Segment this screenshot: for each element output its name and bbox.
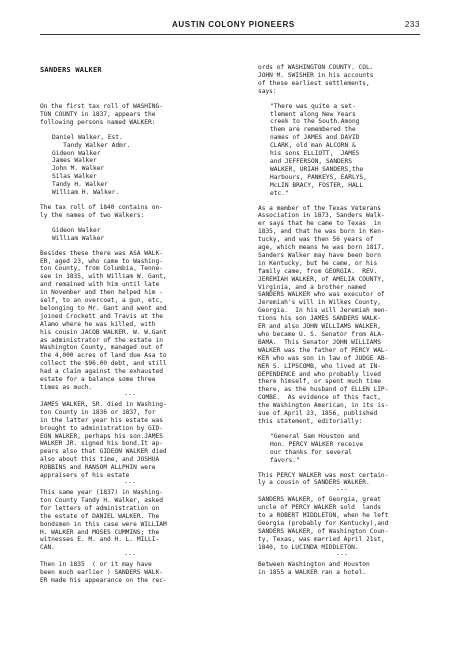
- text-line: ton County in 1836 or 1837, for: [40, 408, 156, 416]
- text-line: "There was quite a set-: [270, 102, 356, 110]
- text-line: creek to the South.Among: [270, 118, 360, 126]
- header-rule: [40, 34, 420, 35]
- text-line: On the first tax roll of WASHING-: [40, 103, 163, 110]
- text-line: Besides these there was ASA WALK-: [40, 249, 163, 257]
- text-line: belonging to Mr. Gant and went and: [40, 304, 167, 312]
- text-line: collect the $96.00 debt, and still: [40, 360, 167, 368]
- text-line: CLARK, old man ALCORN &: [270, 142, 356, 150]
- text-line: joined Crockett and Travis at the: [40, 312, 163, 320]
- text-line: Washington County, managed out of: [40, 344, 163, 352]
- text-line: Harbours, PANKEYS, EARLYS,: [270, 173, 367, 181]
- text-line: as administrator of the estate in: [40, 336, 163, 344]
- right-column: [258, 64, 426, 576]
- text-line: following persons named WALKER:: [40, 118, 156, 126]
- text-line: DEPENDENCE and who probably lived: [258, 370, 381, 378]
- text-line: appraisers of his estate: [40, 472, 130, 480]
- text-line: NER S. LIPSCOMB, who lived at IN-: [258, 362, 381, 370]
- text-line: Then in 1835 ( or it may have: [40, 561, 152, 569]
- text-line: Between Washington and Houston: [258, 560, 370, 568]
- text-line: Georgia (probably for Kentucky),and: [258, 520, 389, 528]
- paragraph-gap: [40, 92, 220, 103]
- text-line: uncle of PERCY WALKER sold lands: [258, 504, 381, 512]
- text-line: JEREMIAH WALKER, of AMELIA COUNTY,: [258, 275, 385, 283]
- text-line: to a ROBERT MIDDLETON, when he left: [258, 512, 389, 520]
- text-line: McLIN BRACY, FOSTER, HALL: [270, 181, 364, 189]
- text-line: ER, aged 23, who came to Washing-: [40, 257, 163, 265]
- text-line: Association in 1873, Sanders Walk-: [258, 212, 385, 220]
- text-line: Gideon Walker: [52, 149, 101, 157]
- paragraph-gap: [40, 127, 220, 134]
- text-line: 1835, and that he was born in Ken-: [258, 228, 385, 236]
- text-line: also about this time, and JOSHUA: [40, 456, 160, 464]
- paragraph-gap: [258, 465, 426, 472]
- section-separator: ---: [336, 486, 348, 494]
- text-line: there himself, or spent much time: [258, 378, 381, 386]
- paragraph-gap: [258, 198, 426, 205]
- text-line: family came, from GEORGIA. REV.: [258, 267, 378, 275]
- text-line: JOHN M. SWISHER in his accounts: [258, 71, 374, 79]
- text-line: the estate of DANIEL WALKER. The: [40, 512, 160, 520]
- text-line: pears also that GIDEON WALKER died: [40, 448, 167, 456]
- text-line: SANDERS WALKER, of Washington Coun-: [258, 527, 389, 535]
- text-line: ty, Texas, was married April 21st,: [258, 535, 385, 543]
- text-line: William Walker: [52, 234, 105, 242]
- text-line: William H. Walker.: [52, 189, 120, 197]
- text-line: EON WALKER, perhaps his son.JAMES: [40, 432, 163, 440]
- text-line: Sanders Walker may have been born: [258, 251, 381, 259]
- text-line: his cousin JACOB WALKER. W. W.Gant: [40, 328, 167, 336]
- section-separator: ---: [124, 551, 136, 559]
- text-line: ER made his appearance on the rec-: [40, 577, 167, 585]
- text-line: JAMES WALKER, SR. died in Washing-: [40, 400, 167, 408]
- paragraph-gap: [258, 426, 426, 433]
- text-line: the Washington American, in its is-: [258, 402, 389, 410]
- text-line: bondsmen in this case were WILLIAM: [40, 520, 167, 528]
- text-line: WALKER JR. signed his bond.It ap-: [40, 440, 163, 448]
- text-line: H. WALKER and MOSES CUMMINS; the: [40, 528, 160, 536]
- text-line: age, which means he was born 1817.: [258, 244, 385, 252]
- text-line: COMBE. As evidence of this fact,: [258, 394, 381, 402]
- text-line: this statement, editorially:: [258, 417, 363, 425]
- text-line: his sons ELLIOTT, JAMES: [270, 150, 360, 158]
- text-line: The tax roll of 1840 contains on-: [40, 203, 163, 211]
- section-separator: ---: [336, 550, 348, 558]
- text-line: says:: [258, 87, 277, 95]
- text-line: James Walker: [52, 157, 97, 165]
- text-line: witnesses E. M. and H. L. MILLI-: [40, 536, 160, 544]
- text-line: WALKER, URIAH SANDERS,the: [270, 165, 364, 173]
- paragraph-gap: [258, 96, 426, 103]
- text-line: ords of WASHINGTON COUNTY. COL.: [258, 64, 374, 71]
- text-line: the 4,000 acres of land due Asa to: [40, 352, 167, 360]
- text-line: Georgia. In his will Jeremiah men-: [258, 307, 389, 315]
- text-line: KER who was son in law of JUDGE AB-: [258, 354, 389, 362]
- text-line: brought to administration by GID-: [40, 424, 163, 432]
- left-column: [40, 92, 220, 585]
- text-line: estate for a balance some three: [40, 376, 156, 384]
- text-line: favors.": [270, 456, 300, 464]
- text-line: ton County, from Columbia, Tenne-: [40, 265, 163, 273]
- text-line: Alamo where he was killed, with: [40, 320, 156, 328]
- text-line: CAN.: [40, 544, 55, 552]
- text-line: John M. Walker: [52, 165, 105, 173]
- text-line: and JEFFERSON, SANDERS: [270, 157, 352, 165]
- text-line: "General Sam Houston and: [270, 432, 360, 440]
- text-line: ER and also JOHN WILLIAMS WALKER,: [258, 323, 381, 331]
- paragraph-gap: [40, 220, 220, 227]
- text-line: ly the names of two Walkers:: [40, 211, 145, 219]
- text-line: tucky, and was then 56 years of: [258, 236, 374, 244]
- section-title: SANDERS WALKER: [40, 66, 102, 74]
- text-line: tions his son JAMES SANDERS WALK-: [258, 315, 381, 323]
- text-line: for letters of administration on: [40, 504, 160, 512]
- text-line: TON COUNTY in 1837, appears the: [40, 110, 156, 118]
- paragraph-gap: [40, 197, 220, 204]
- text-line: Gideon Walker: [52, 226, 101, 234]
- text-line: Tandy H. Walker: [52, 181, 108, 189]
- section-separator: ---: [124, 478, 136, 486]
- text-line: 1840, to LUCINDA MIDDLETON.: [258, 543, 359, 551]
- text-line: in Kentucky, but he came, or his: [258, 259, 378, 267]
- running-header: [40, 20, 420, 32]
- text-line: WALKER was the father of PERCY WAL-: [258, 346, 389, 354]
- text-line: This same year (1837) in Washing-: [40, 488, 163, 496]
- text-line: and remained with him until late: [40, 281, 160, 289]
- text-line: been much earlier ) SANDERS WALK-: [40, 569, 163, 577]
- text-line: ROBBINS and RANSOM ALLPHIN were: [40, 464, 156, 472]
- text-line: self, to an overcoat, a gun, etc,: [40, 297, 163, 305]
- text-line: them are remembered the: [270, 126, 356, 134]
- text-line: er says that he came to Texas in: [258, 220, 381, 228]
- text-line: SANDERS WALKER, of Georgia, great: [258, 496, 381, 504]
- text-line: sue of April 23, 1856, published: [258, 410, 378, 418]
- text-line: ly a cousin of SANDERS WALKER.: [258, 479, 370, 487]
- text-line: of these earliest settlements,: [258, 79, 370, 87]
- text-line: had a claim against the exhausted: [40, 368, 163, 376]
- text-line: Tandy Walker Admr.: [52, 141, 131, 149]
- text-line: etc.": [270, 189, 289, 197]
- text-line: This PERCY WALKER was most certain-: [258, 471, 389, 479]
- running-title: AUSTIN COLONY PIONEERS: [172, 20, 295, 29]
- text-line: tlement along New Years: [270, 110, 356, 118]
- text-line: our thanks for several: [270, 448, 352, 456]
- text-line: Virginia, and a brother named: [258, 283, 367, 291]
- text-line: Hon. PERCY WALKER receive: [270, 440, 364, 448]
- text-line: As a member of the Texas Veterans: [258, 204, 381, 212]
- text-line: SANDERS WALKER who was executor of: [258, 291, 385, 299]
- text-line: Jeremiah's will in Wilkes County,: [258, 299, 381, 307]
- text-line: in the latter year his estate was: [40, 416, 163, 424]
- text-line: see in 1835, with William W. Gant,: [40, 273, 167, 281]
- text-line: who became U. S. Senator from ALA-: [258, 331, 385, 338]
- text-line: names of JAMES and DAVID: [270, 134, 360, 142]
- text-line: Daniel Walker, Est.: [52, 133, 123, 141]
- text-line: in 1855 a WALKER ran a hotel.: [258, 568, 367, 576]
- section-separator: ---: [124, 390, 136, 398]
- text-line: there, as the husband of ELLEN LIP-: [258, 386, 389, 394]
- page-number: 233: [404, 20, 420, 29]
- text-line: in November and then helped him -: [40, 289, 163, 297]
- text-line: Silas Walker: [52, 173, 97, 181]
- text-line: times as much.: [40, 384, 93, 391]
- text-line: ton County Tandy H. Walker, asked: [40, 496, 163, 504]
- text-line: BAMA. This Senator JOHN WILLIAMS: [258, 338, 381, 346]
- paragraph-gap: [40, 243, 220, 250]
